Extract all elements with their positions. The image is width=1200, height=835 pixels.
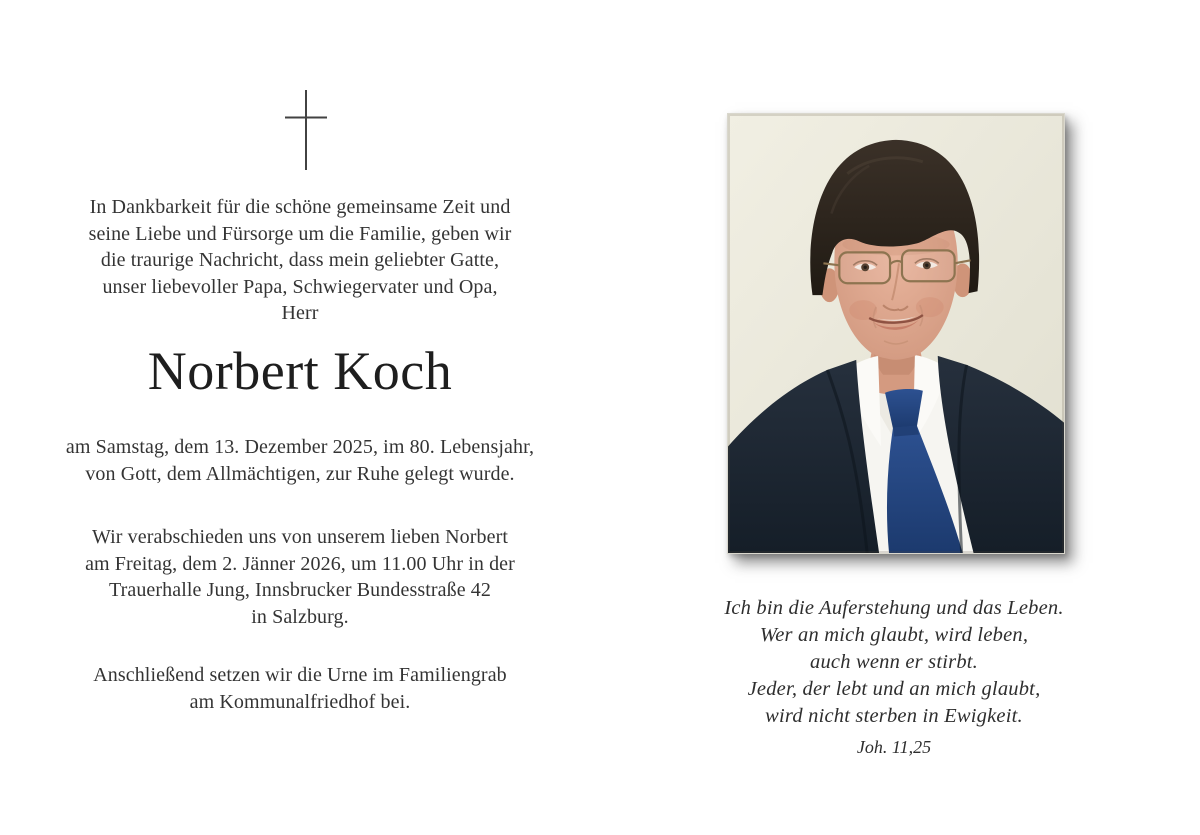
text-line: von Gott, dem Allmächtigen, zur Ruhe gelegt wurde. [85,462,515,485]
cross-icon [285,90,327,170]
quote-source: Joh. 11,25 [856,737,932,757]
intro-paragraph [30,194,570,327]
text-line: wird nicht sterben in Ewigkeit. [765,705,1023,727]
text-line: Ich bin die Auferstehung und das Leben. [724,597,1064,619]
text-line: am Freitag, dem 2. Jänner 2026, um 11.00 Uhr in der [85,552,515,575]
text-line: Wir verabschieden uns von unserem lieben Norbert [91,526,509,548]
scripture-quote [662,595,1126,730]
text-line: in Salzburg. [251,605,349,628]
text-line: unser liebevoller Papa, Schwiegervater und Opa, [102,275,498,298]
text-line: auch wenn er stirbt. [810,651,978,673]
text-line: am Kommunalfriedhof bei. [189,690,411,713]
text-line: seine Liebe und Fürsorge um die Familie, geben wir [88,222,512,245]
death-notice-paragraph [30,434,570,487]
text-line: Wer an mich glaubt, wird leben, [759,624,1029,646]
text-line: Herr [281,302,319,325]
deceased-name: Norbert Koch [147,341,453,401]
text-line: In Dankbarkeit für die schöne gemeinsame Zeit und [89,196,511,218]
urn-paragraph [30,662,570,715]
text-line: Jeder, der lebt und an mich glaubt, [747,678,1041,700]
farewell-paragraph [30,524,570,630]
text-line: Trauerhalle Jung, Innsbrucker Bundesstraße 42 [108,579,491,602]
portrait-illustration [728,114,1064,553]
text-line: am Samstag, dem 13. Dezember 2025, im 80. Lebensjahr, [65,436,535,458]
text-line: Anschließend setzen wir die Urne im Familiengrab [93,664,507,686]
text-line: die traurige Nachricht, dass mein geliebter Gatte, [100,249,500,272]
portrait-photo [727,113,1065,554]
